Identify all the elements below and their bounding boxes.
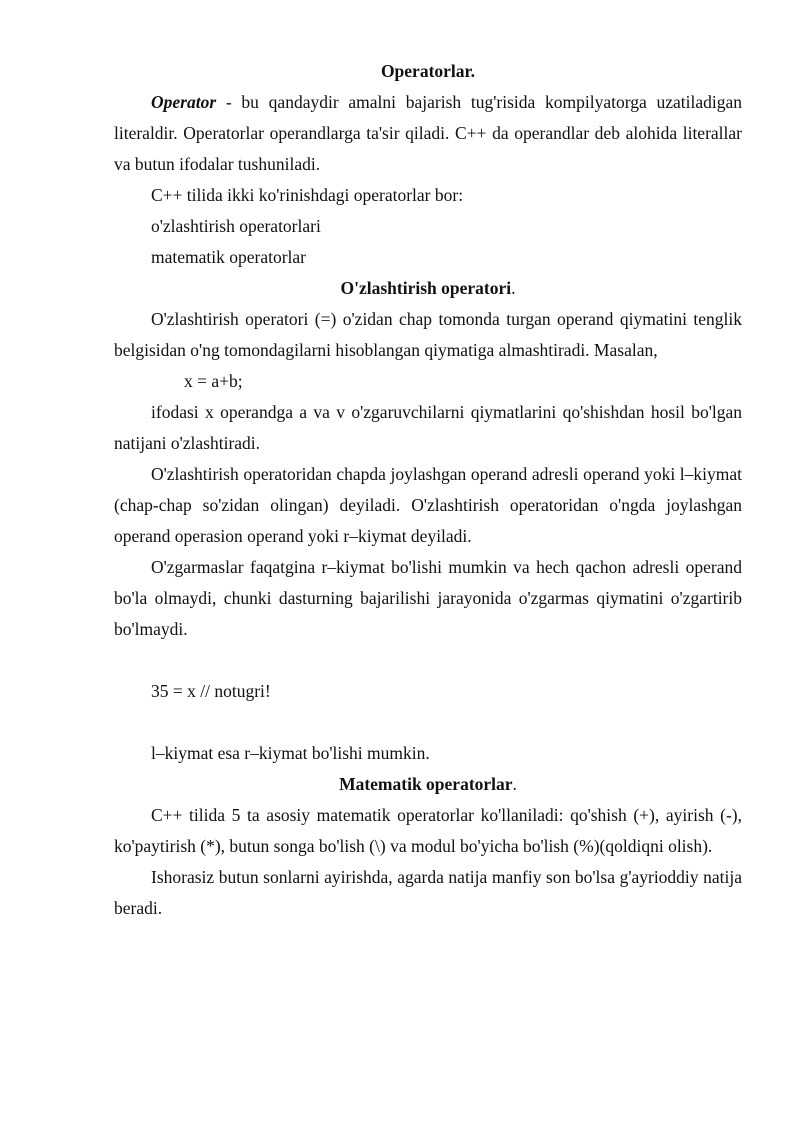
kind-item-assignment: o'zlashtirish operatorlari bbox=[151, 216, 321, 236]
code-example: x = a+b; bbox=[184, 371, 243, 391]
operator-term: Operator bbox=[151, 92, 217, 112]
section-heading-math bbox=[114, 769, 742, 800]
assignment-paragraph-2: ifodasi x operandga a va v o'zgaruvchilarni qiymatlarini qo'shishdan hosil bo'lgan natijani o'zlashtiradi. bbox=[114, 402, 742, 453]
kinds-intro: C++ tilida ikki ko'rinishdagi operatorlar bor: bbox=[151, 185, 464, 205]
spacer bbox=[114, 707, 742, 738]
invalid-example: 35 = x // notugri! bbox=[151, 681, 271, 701]
intro-text: - bu qandaydir amalni bajarish tug'risida kompilyatorga uzatiladigan literaldir. Operatorlar operandlarga ta'sir qiladi. C++ da operandlar deb alohida literallar va butun ifodalar tushuniladi. bbox=[114, 92, 742, 174]
math-paragraph-2: Ishorasiz butun sonlarni ayirishda, agarda natija manfiy son bo'lsa g'ayrioddiy natija beradi. bbox=[114, 867, 742, 918]
assignment-paragraph-3: O'zlashtirish operatoridan chapda joylashgan operand adresli operand yoki l–kiymat (chap-chap so'zidan olingan) deyiladi. O'zlashtirish operatoridan o'ngda joylashgan operand operasion operand yoki r–kiymat deyiladi. bbox=[114, 464, 742, 546]
document-page bbox=[114, 56, 742, 924]
section-title-dot: . bbox=[511, 278, 516, 298]
section-title-dot: . bbox=[512, 774, 517, 794]
math-paragraph-1: C++ tilida 5 ta asosiy matematik operatorlar ko'llaniladi: qo'shish (+), ayirish (-), ko'paytirish (*), butun songa bo'lish (\) va modul bo'yicha bo'lish (%)(qoldiqni olish). bbox=[114, 805, 742, 856]
page-title: Operatorlar. bbox=[380, 61, 476, 81]
assignment-paragraph-1: O'zlashtirish operatori (=) o'zidan chap tomonda turgan operand qiymatini tenglik belgisidan o'ng tomondagilarni hisoblangan qiymatiga almashtiradi. Masalan, bbox=[114, 309, 742, 360]
section-title-assignment: O'zlashtirish operatori bbox=[340, 278, 512, 298]
intro-paragraph bbox=[114, 87, 742, 180]
assignment-paragraph-4: O'zgarmaslar faqatgina r–kiymat bo'lishi mumkin va hech qachon adresli operand bo'la olmaydi, chunki dasturning bajarilishi jarayonida o'zgarmas qiymatini o'zgartirib bo'lmaydi. bbox=[114, 557, 742, 639]
spacer bbox=[114, 645, 742, 676]
section-title-math: Matematik operatorlar bbox=[339, 774, 513, 794]
lvalue-note: l–kiymat esa r–kiymat bo'lishi mumkin. bbox=[151, 743, 430, 763]
section-heading-assignment bbox=[114, 273, 742, 304]
kind-item-math: matematik operatorlar bbox=[151, 247, 306, 267]
